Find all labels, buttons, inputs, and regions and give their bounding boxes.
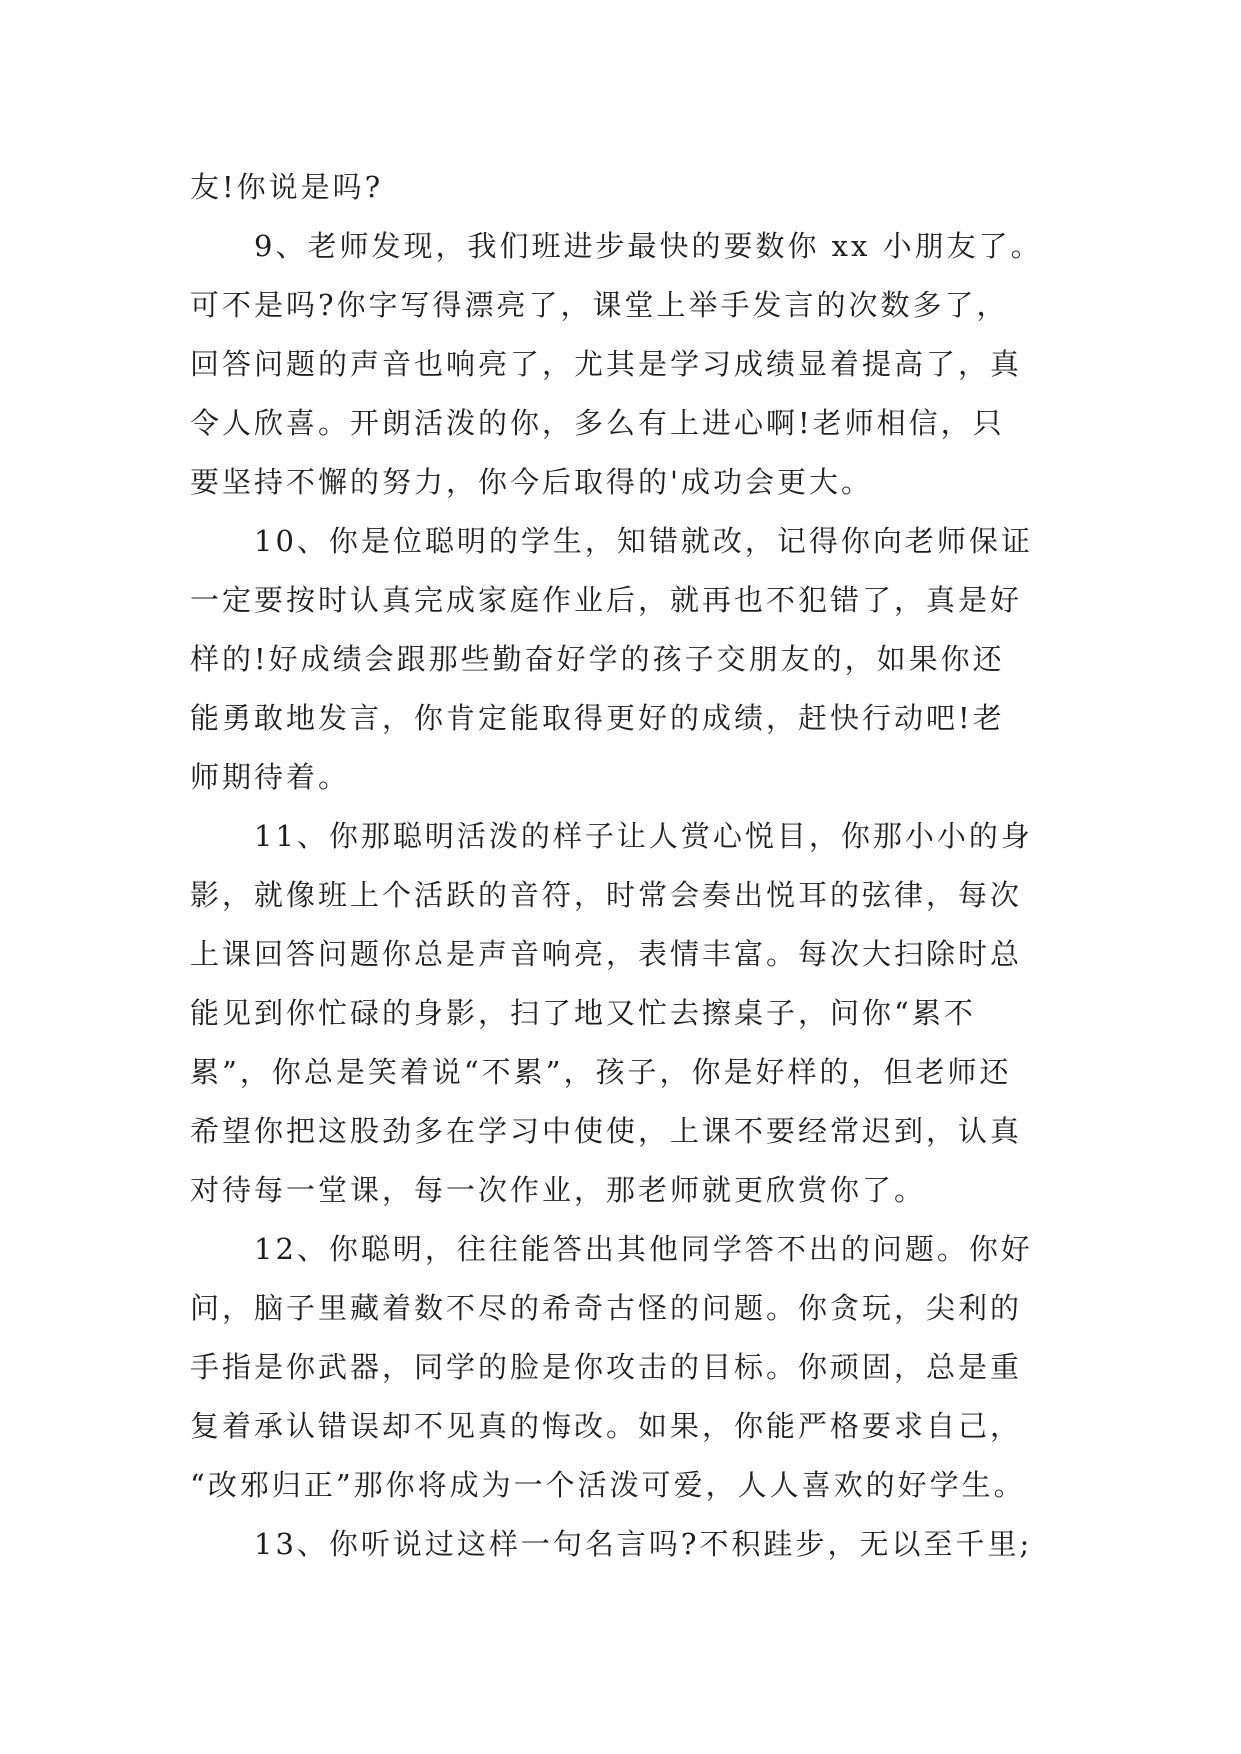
text-line: 影，就像班上个活跃的音符，时常会奏出悦耳的弦律，每次 <box>190 878 1023 912</box>
text-line: 能勇敢地发言，你肯定能取得更好的成绩，赶快行动吧!老 <box>190 701 1005 735</box>
text-line: 友!你说是吗? <box>190 170 384 204</box>
text-line: 复着承认错误却不见真的悔改。如果，你能严格要求自己， <box>190 1409 1023 1443</box>
text-line: 要坚持不懈的努力，你今后取得的'成功会更大。 <box>190 465 873 499</box>
text-line: 9、老师发现，我们班进步最快的要数你 xx 小朋友了。 <box>254 229 1043 263</box>
document-body <box>190 158 1070 1574</box>
text-line: 12、你聪明，往往能答出其他同学答不出的问题。你好 <box>254 1232 1033 1266</box>
text-line: 上课回答问题你总是声音响亮，表情丰富。每次大扫除时总 <box>190 937 1023 971</box>
text-line: 11、你那聪明活泼的样子让人赏心悦目，你那小小的身 <box>254 819 1033 853</box>
text-line: 令人欣喜。开朗活泼的你，多么有上进心啊!老师相信，只 <box>190 406 1005 440</box>
text-line: 累”，你总是笑着说“不累”，孩子，你是好样的，但老师还 <box>190 1055 1012 1089</box>
text-line: 一定要按时认真完成家庭作业后，就再也不犯错了，真是好 <box>190 583 1023 617</box>
text-line: 13、你听说过这样一句名言吗?不积跬步，无以至千里; <box>254 1527 1033 1561</box>
text-line: 样的!好成绩会跟那些勤奋好学的孩子交朋友的，如果你还 <box>190 642 1005 676</box>
text-line: 问，脑子里藏着数不尽的希奇古怪的问题。你贪玩，尖利的 <box>190 1291 1023 1325</box>
text-line: 可不是吗?你字写得漂亮了，课堂上举手发言的次数多了， <box>190 288 1009 322</box>
text-line: 对待每一堂课，每一次作业，那老师就更欣赏你了。 <box>190 1173 927 1207</box>
text-line: 希望你把这股劲多在学习中使使，上课不要经常迟到，认真 <box>190 1114 1023 1148</box>
text-line: “改邪归正”那你将成为一个活泼可爱，人人喜欢的好学生。 <box>190 1468 1026 1502</box>
text-line: 10、你是位聪明的学生，知错就改，记得你向老师保证 <box>254 524 1033 558</box>
text-line: 手指是你武器，同学的脸是你攻击的目标。你顽固，总是重 <box>190 1350 1023 1384</box>
text-line: 回答问题的声音也响亮了，尤其是学习成绩显着提高了，真 <box>190 347 1023 381</box>
text-line: 能见到你忙碌的身影，扫了地又忙去擦桌子，问你“累不 <box>190 996 976 1030</box>
text-line: 师期待着。 <box>190 760 351 794</box>
